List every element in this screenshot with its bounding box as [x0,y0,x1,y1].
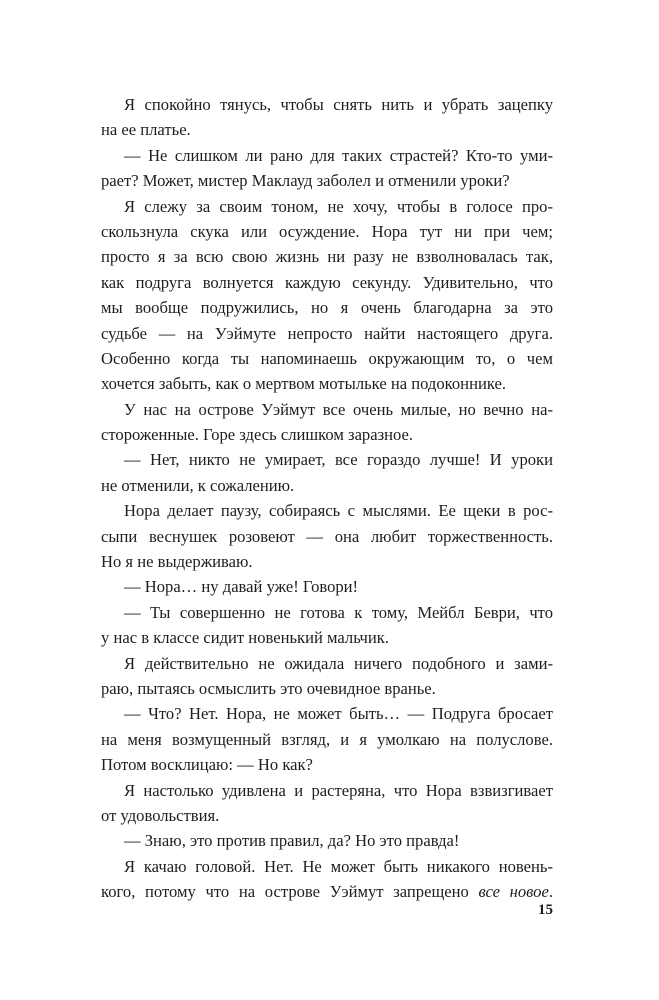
paragraph [101,854,553,905]
text-line: Особенно когда ты напоминаешь окружающим то, о чем [101,348,553,368]
text-line [101,879,553,904]
paragraph [101,194,553,397]
text-line: у нас в классе сидит новенький мальчик. [101,628,389,648]
text-line: — Нет, никто не умирает, все гораздо лучше! И уроки [124,450,553,470]
text-line: сыпи веснушек розовеют — она любит торжественность. [101,526,553,546]
paragraph [101,828,553,853]
text-line: от удовольствия. [101,805,220,825]
text-line: просто я за всю свою жизнь ни разу не взволновалась так, [101,247,553,267]
text-line: скользнула скука или осуждение. Нора тут ни при чем; [101,221,553,241]
text-line: Я слежу за своим тоном, не хочу, чтобы в голосе про- [124,196,553,216]
paragraph [101,701,553,777]
text-run: кого, потому что на острове Уэймут запрещено [101,882,479,902]
text-line: — Нора… ну давай уже! Говори! [124,577,359,597]
paragraph [101,651,553,702]
text-line: У нас на острове Уэймут все очень милые, но вечно на- [124,399,553,419]
text-line: раю, пытаясь осмыслить это очевидное вранье. [101,678,436,698]
text-line: Потом восклицаю: — Но как? [101,755,313,775]
text-line: судьбе — на Уэймуте непросто найти настоящего друга. [101,323,553,343]
page-number: 15 [538,902,553,918]
paragraph [101,600,553,651]
italic-emphasis: все новое [478,882,549,902]
text-line: на ее платье. [101,120,191,140]
paragraph [101,397,553,448]
text-line: на меня возмущенный взгляд, и я умолкаю на полуслове. [101,729,553,749]
paragraph [101,498,553,574]
text-line: Нора делает паузу, собираясь с мыслями. Ее щеки в рос- [124,501,553,521]
paragraph [101,143,553,194]
text-line: мы вообще подружились, но я очень благодарна за это [101,298,553,318]
text-line: Я настолько удивлена и растеряна, что Нора взвизгивает [124,780,553,800]
text-run: . [548,882,553,902]
text-line: — Знаю, это против правил, да? Но это правда! [124,831,460,851]
text-line: Я спокойно тянусь, чтобы снять нить и убрать зацепку [124,95,553,114]
text-line: стороженные. Горе здесь слишком заразное. [101,425,414,445]
paragraph [101,574,553,599]
text-line: — Что? Нет. Нора, не может быть… — Подруга бросает [124,704,553,724]
paragraph [101,778,553,829]
text-line: Я действительно не ожидала ничего подобного и зами- [124,653,553,673]
book-page-text [101,92,553,905]
text-line: как подруга волнуется каждую секунду. Удивительно, что [101,272,553,292]
paragraph [101,92,553,143]
text-line: — Не слишком ли рано для таких страстей? Кто-то уми- [124,145,553,165]
text-line: не отменили, к сожалению. [101,475,295,495]
text-line: Я качаю головой. Нет. Не может быть никакого новень- [124,856,553,876]
text-line: Но я не выдерживаю. [101,552,253,572]
text-line: — Ты совершенно не готова к тому, Мейбл Беври, что [124,602,553,622]
text-line: рает? Может, мистер Маклауд заболел и отменили уроки? [101,171,510,191]
paragraph [101,447,553,498]
text-line: хочется забыть, как о мертвом мотыльке на подоконнике. [101,374,506,394]
